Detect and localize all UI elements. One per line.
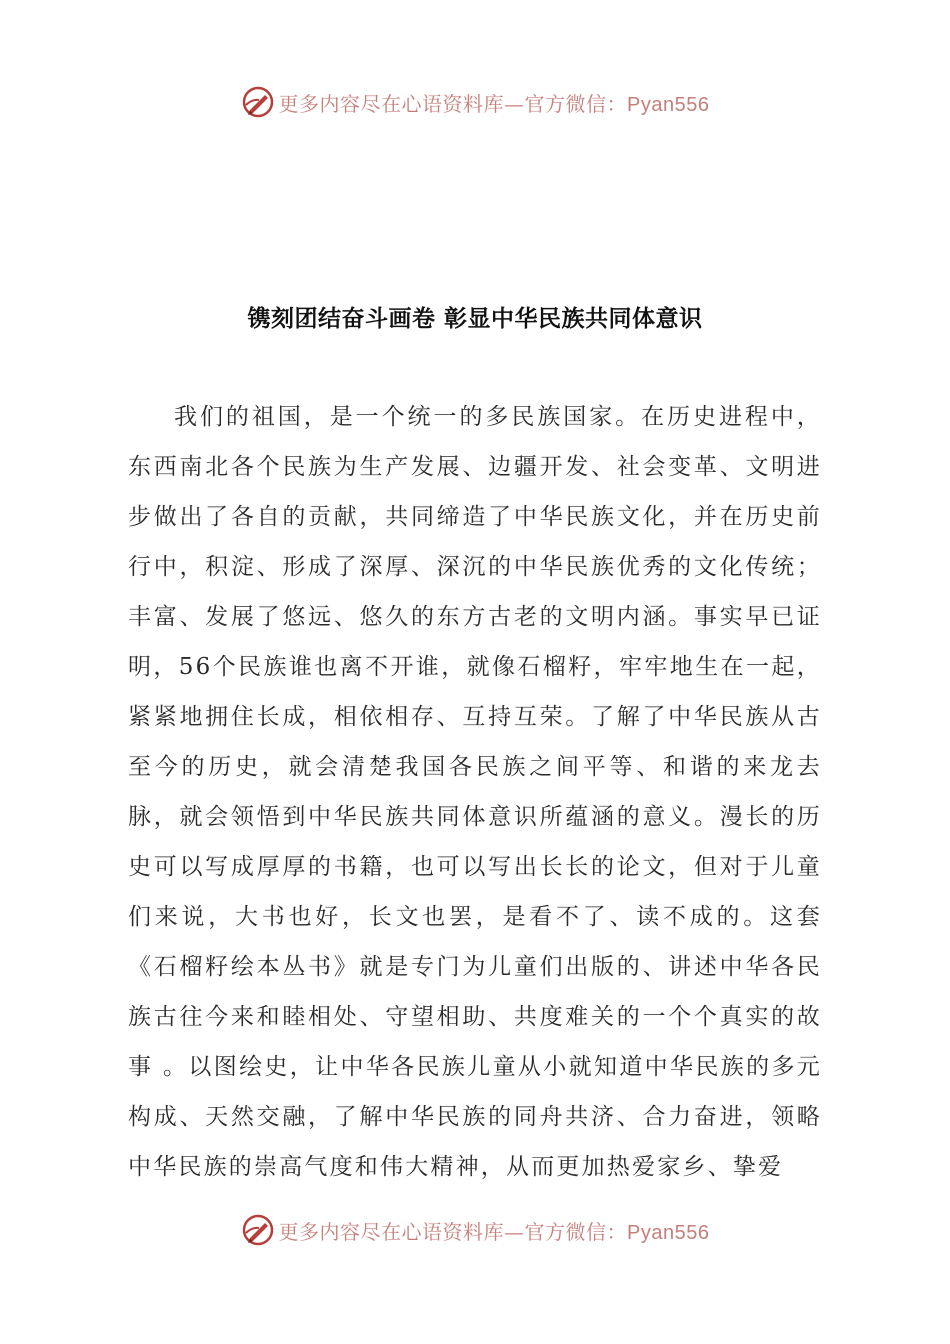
header-banner	[0, 80, 950, 124]
body-paragraph: 我们的祖国，是一个统一的多民族国家。在历史进程中，东西南北各个民族为生产发展、边疆开发、社会变革、文明进步做出了各自的贡献，共同缔造了中华民族文化，并在历史前行中，积淀、形成了深厚、深沉的中华民族优秀的文化传统；丰富、发展了悠远、悠久的东方古老的文明内涵。事实早已证明，56个民族谁也离不开谁，就像石榴籽，牢牢地生在一起，紧紧地拥住长成，相依相存、互持互荣。了解了中华民族从古至今的历史，就会清楚我国各民族之间平等、和谐的来龙去脉，就会领悟到中华民族共同体意识所蕴涵的意义。漫长的历史可以写成厚厚的书籍，也可以写出长长的论文，但对于儿童们来说，大书也好，长文也罢，是看不了、读不成的。这套《石榴籽绘本丛书》就是专门为儿童们出版的、讲述中华各民族古往今来和睦相处、守望相助、共度难关的一个个真实的故事 。以图绘史，让中华各民族儿童从小就知道中华民族的多元构成、天然交融，了解中华民族的同舟共济、合力奋进，领略中华民族的崇高气度和伟大精神，从而更加热爱家乡、挚爱	[128, 404, 822, 1180]
header-banner-text: 更多内容尽在心语资料库—官方微信：Pyan556	[278, 91, 710, 116]
document-title: 镌刻团结奋斗画卷 彰显中华民族共同体意识	[247, 305, 703, 332]
footer-banner-text: 更多内容尽在心语资料库—官方微信：Pyan556	[278, 1219, 710, 1244]
footer-banner	[0, 1208, 950, 1252]
pen-logo-icon	[241, 85, 275, 119]
pen-logo-icon	[241, 1213, 275, 1247]
